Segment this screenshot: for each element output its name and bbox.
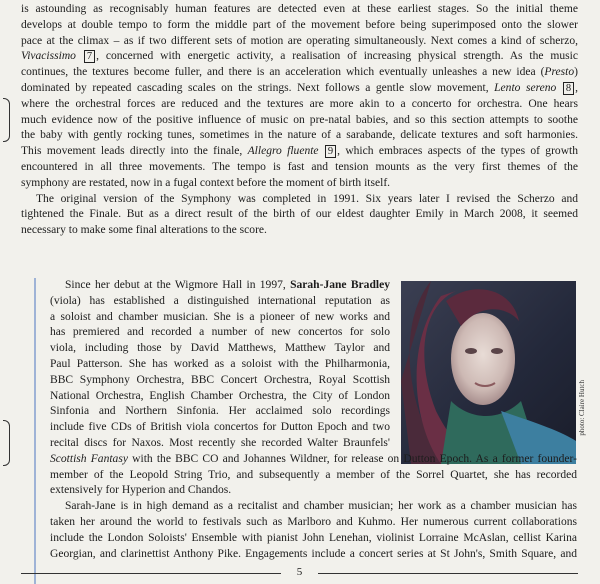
tempo-lento-sereno: Lento sereno bbox=[494, 81, 557, 94]
photo-credit: photo: Claire Hutch bbox=[578, 380, 586, 436]
text-line: encountered in all three movements. The tempo is fast and tension mounts as the very first themes of the bbox=[21, 160, 578, 173]
text-fragment: This movement leads directly into the finale, bbox=[21, 145, 243, 158]
text-line: (viola) has established a distinguished international reputation as bbox=[50, 294, 390, 307]
text-fragment: , concerned with energetic activity, a realisation of increasing physical strength. As the music bbox=[96, 50, 578, 63]
text-line: Sarah-Jane is in high demand as a recitalist and chamber musician; her work as a chamber musician has bbox=[65, 500, 577, 513]
track-marker-8: 8 bbox=[563, 82, 574, 95]
text-line: include the London Soloists' Ensemble with pianist John Lenehan, violinist Lorraine McAslan, cellist Karina bbox=[50, 531, 577, 544]
text-line bbox=[21, 65, 578, 81]
text-line bbox=[21, 49, 578, 65]
text-line: taken her around the world to festivals such as Marlboro and Kuhmo. Her numerous current collaborations bbox=[50, 515, 577, 528]
artist-biography bbox=[50, 278, 577, 562]
bio-sidebar-rule bbox=[34, 278, 36, 584]
tempo-allegro-fluente: Allegro fluente bbox=[247, 145, 319, 158]
work-title: Scottish Fantasy bbox=[50, 452, 128, 465]
text-line bbox=[50, 452, 577, 468]
text-line: dominated by repeated cascading scales on the strings. Next follows a gentle slow movement, Lento sereno 8 , bbox=[21, 81, 578, 94]
text-line: necessary to make some final alterations to the score. bbox=[21, 224, 267, 237]
text-line: where the orchestral forces are reduced and the textures are more akin to a concerto for orchestra. One hears bbox=[21, 97, 578, 110]
text-line: member of the Leopold String Trio, and subsequently a member of the Sorrel Quartet, she has recorded bbox=[50, 468, 577, 481]
text-line: a soloist and chamber musician. She is a pioneer of new works and bbox=[50, 310, 390, 323]
page-number: 5 bbox=[296, 566, 303, 578]
text-line: develops at double tempo to form the middle part of the movement before being superimposed onto the slower bbox=[21, 18, 578, 31]
text-line: symphony are restated, now in a fugal context before the moment of birth itself. bbox=[21, 176, 391, 189]
tempo-presto: Presto bbox=[544, 66, 575, 79]
text-line bbox=[50, 278, 390, 294]
tempo-vivacissimo: Vivacissimo bbox=[21, 50, 76, 63]
text-line: Paul Patterson. She has worked as a soloist with the Philharmonia, bbox=[50, 357, 390, 370]
text-line: Georgian, and clarinettist Anthony Pike. Engagements include a concert series at St John's, Smith Square, and bbox=[50, 547, 577, 560]
text-fragment: Since her debut at the Wigmore Hall in 1997, bbox=[65, 279, 286, 291]
text-line: has premiered and recorded a number of new concertos for solo bbox=[50, 326, 390, 339]
text-line: recital discs for Naxos. Most recently she recorded Walter Braunfels' bbox=[50, 436, 390, 449]
text-line: include five CDs of British viola concertos for Dutton Epoch and two bbox=[50, 421, 390, 434]
text-line: the baby with gently rocking tunes, sometimes in the nature of a sarabande, delicate textures and soft harmonies. bbox=[21, 129, 578, 142]
binding-mark-top bbox=[3, 98, 10, 142]
text-line: National Orchestra, English Chamber Orchestra, the City of London bbox=[50, 389, 390, 402]
text-line: viola, including those by David Matthews, Matthew Taylor and bbox=[50, 342, 390, 355]
track-marker-7: 7 bbox=[84, 50, 95, 63]
text-line: pace at the climax – as if two different sets of motion are operating simultaneously. Next comes a kind of scherzo, bbox=[21, 34, 578, 47]
text-line: is astounding as recognisably human features are detected even at these earliest stages. So the initial theme bbox=[21, 3, 578, 15]
page-footer bbox=[21, 566, 578, 580]
text-line: The original version of the Symphony was completed in 1991. Six years later I revised the Scherzo and bbox=[36, 192, 578, 205]
text-fragment: , which embraces aspects of the types of growth bbox=[337, 145, 579, 158]
binding-mark-bottom bbox=[3, 420, 10, 466]
text-line: extensively for Hyperion and Chandos. bbox=[50, 484, 232, 497]
program-notes bbox=[21, 2, 578, 239]
track-marker-9: 9 bbox=[325, 145, 336, 158]
text-line: BBC Symphony Orchestra, BBC Concert Orchestra, Royal Scottish bbox=[50, 373, 390, 386]
text-fragment: ) bbox=[574, 66, 578, 79]
artist-name: Sarah-Jane Bradley bbox=[290, 279, 390, 291]
text-line: much evidence now of the positive influence of music on pre-natal babies, and so this section attempts to soothe bbox=[21, 113, 578, 126]
footer-rule-right bbox=[318, 573, 578, 574]
text-fragment: dominated by repeated cascading scales on the strings. Next follows a gentle slow movement, bbox=[21, 81, 489, 94]
text-fragment: continues, the textures become fuller, and there is an acceleration which eventually unleashes a new idea ( bbox=[21, 66, 545, 79]
text-fragment: with the BBC CO and Johannes Wildner, for release on Dutton Epoch. As a former founder- bbox=[132, 452, 577, 465]
text-line: Sinfonia and Northern Sinfonia. Her acclaimed solo recordings bbox=[50, 405, 390, 418]
text-line: tightened the Finale. But as a direct result of the birth of our eldest daughter Emily in March 2008, it seemed bbox=[21, 208, 578, 221]
text-line bbox=[21, 144, 578, 160]
